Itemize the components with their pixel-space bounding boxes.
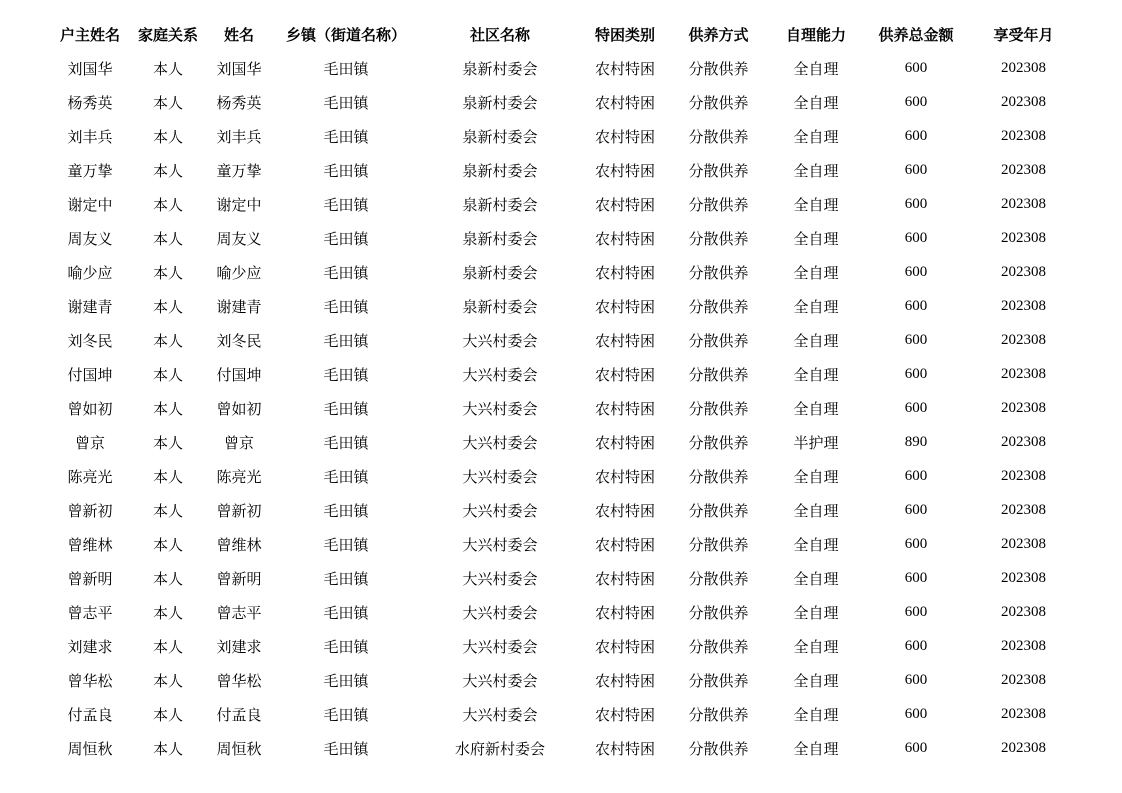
cell-support-mode: 分散供养 [688,467,749,486]
cell-name: 童万挚 [216,161,262,180]
cell-township: 毛田镇 [323,161,369,180]
cell-benefit-month: 202308 [1001,195,1046,212]
cell-community: 泉新村委会 [462,161,538,180]
cell-benefit-month: 202308 [1001,569,1046,586]
cell-support-amount: 890 [904,433,928,450]
header-support-amount: 供养总金额 [878,25,954,44]
cell-benefit-month: 202308 [1001,263,1046,280]
cell-support-amount: 600 [904,535,928,552]
cell-householder-name: 周友义 [67,229,113,248]
cell-support-amount: 600 [904,501,928,518]
cell-support-amount: 600 [904,365,928,382]
cell-householder-name: 周恒秋 [67,739,113,758]
cell-hardship-category: 农村特困 [594,433,655,452]
cell-hardship-category: 农村特困 [594,331,655,350]
cell-name: 付国坤 [216,365,262,384]
cell-community: 泉新村委会 [462,59,538,78]
table-row [46,85,1076,119]
cell-support-amount: 600 [904,637,928,654]
table-row [46,459,1076,493]
header-support-mode: 供养方式 [688,25,749,44]
cell-township: 毛田镇 [323,331,369,350]
cell-township: 毛田镇 [323,637,369,656]
cell-hardship-category: 农村特困 [594,127,655,146]
table-row [46,255,1076,289]
cell-township: 毛田镇 [323,569,369,588]
cell-self-care-ability: 全自理 [793,739,839,758]
cell-community: 泉新村委会 [462,127,538,146]
cell-hardship-category: 农村特困 [594,297,655,316]
cell-hardship-category: 农村特困 [594,229,655,248]
cell-self-care-ability: 全自理 [793,637,839,656]
cell-community: 泉新村委会 [462,93,538,112]
cell-support-amount: 600 [904,671,928,688]
cell-support-mode: 分散供养 [688,365,749,384]
cell-hardship-category: 农村特困 [594,399,655,418]
table-row [46,731,1076,765]
cell-township: 毛田镇 [323,127,369,146]
header-row [46,17,1076,51]
table-row [46,391,1076,425]
table-row [46,187,1076,221]
cell-name: 周友义 [216,229,262,248]
cell-hardship-category: 农村特困 [594,59,655,78]
cell-householder-name: 谢定中 [67,195,113,214]
cell-community: 大兴村委会 [462,535,538,554]
cell-name: 曾京 [223,433,254,452]
cell-township: 毛田镇 [323,467,369,486]
cell-family-relation: 本人 [152,127,183,146]
cell-community: 水府新村委会 [454,739,545,758]
table-row [46,629,1076,663]
cell-family-relation: 本人 [152,637,183,656]
cell-family-relation: 本人 [152,263,183,282]
cell-support-mode: 分散供养 [688,637,749,656]
cell-benefit-month: 202308 [1001,127,1046,144]
cell-name: 曾新明 [216,569,262,588]
cell-support-amount: 600 [904,93,928,110]
table-row [46,289,1076,323]
cell-township: 毛田镇 [323,671,369,690]
table-row [46,323,1076,357]
cell-householder-name: 童万挚 [67,161,113,180]
cell-township: 毛田镇 [323,399,369,418]
table-header [46,17,1076,51]
table-row [46,595,1076,629]
cell-hardship-category: 农村特困 [594,637,655,656]
cell-self-care-ability: 全自理 [793,229,839,248]
cell-householder-name: 曾如初 [67,399,113,418]
cell-benefit-month: 202308 [1001,535,1046,552]
cell-householder-name: 喻少应 [67,263,113,282]
cell-support-mode: 分散供养 [688,127,749,146]
cell-support-amount: 600 [904,739,928,756]
cell-family-relation: 本人 [152,161,183,180]
cell-community: 泉新村委会 [462,195,538,214]
cell-support-mode: 分散供养 [688,93,749,112]
cell-family-relation: 本人 [152,603,183,622]
cell-hardship-category: 农村特困 [594,501,655,520]
cell-support-mode: 分散供养 [688,535,749,554]
cell-support-mode: 分散供养 [688,195,749,214]
cell-name: 谢定中 [216,195,262,214]
cell-benefit-month: 202308 [1001,603,1046,620]
cell-benefit-month: 202308 [1001,365,1046,382]
cell-family-relation: 本人 [152,297,183,316]
cell-family-relation: 本人 [152,93,183,112]
cell-support-mode: 分散供养 [688,433,749,452]
cell-hardship-category: 农村特困 [594,93,655,112]
cell-support-mode: 分散供养 [688,705,749,724]
cell-family-relation: 本人 [152,467,183,486]
cell-benefit-month: 202308 [1001,229,1046,246]
header-self-care-ability: 自理能力 [785,25,846,44]
cell-hardship-category: 农村特困 [594,161,655,180]
cell-support-mode: 分散供养 [688,331,749,350]
cell-hardship-category: 农村特困 [594,603,655,622]
cell-householder-name: 曾京 [74,433,105,452]
cell-self-care-ability: 全自理 [793,569,839,588]
cell-support-mode: 分散供养 [688,59,749,78]
cell-self-care-ability: 全自理 [793,671,839,690]
cell-township: 毛田镇 [323,195,369,214]
cell-name: 曾志平 [216,603,262,622]
cell-support-amount: 600 [904,229,928,246]
cell-self-care-ability: 全自理 [793,93,839,112]
cell-householder-name: 刘建求 [67,637,113,656]
cell-township: 毛田镇 [323,365,369,384]
cell-benefit-month: 202308 [1001,161,1046,178]
cell-householder-name: 陈亮光 [67,467,113,486]
cell-hardship-category: 农村特困 [594,195,655,214]
cell-support-amount: 600 [904,195,928,212]
cell-community: 大兴村委会 [462,467,538,486]
cell-hardship-category: 农村特困 [594,263,655,282]
cell-township: 毛田镇 [323,93,369,112]
cell-name: 付孟良 [216,705,262,724]
cell-community: 泉新村委会 [462,297,538,316]
relief-roster-sheet [46,17,1076,765]
cell-self-care-ability: 全自理 [793,603,839,622]
cell-township: 毛田镇 [323,739,369,758]
table-row [46,119,1076,153]
cell-support-amount: 600 [904,467,928,484]
cell-benefit-month: 202308 [1001,467,1046,484]
cell-name: 曾如初 [216,399,262,418]
cell-support-amount: 600 [904,331,928,348]
cell-householder-name: 刘丰兵 [67,127,113,146]
cell-family-relation: 本人 [152,705,183,724]
cell-community: 大兴村委会 [462,569,538,588]
cell-householder-name: 曾维林 [67,535,113,554]
table-row [46,561,1076,595]
cell-township: 毛田镇 [323,705,369,724]
cell-name: 喻少应 [216,263,262,282]
header-benefit-month: 享受年月 [993,25,1054,44]
cell-township: 毛田镇 [323,535,369,554]
cell-family-relation: 本人 [152,433,183,452]
cell-hardship-category: 农村特困 [594,535,655,554]
cell-community: 大兴村委会 [462,433,538,452]
header-township: 乡镇（街道名称） [285,25,406,44]
cell-benefit-month: 202308 [1001,739,1046,756]
cell-self-care-ability: 全自理 [793,467,839,486]
table-row [46,357,1076,391]
cell-self-care-ability: 全自理 [793,195,839,214]
cell-name: 周恒秋 [216,739,262,758]
cell-township: 毛田镇 [323,433,369,452]
cell-family-relation: 本人 [152,739,183,758]
cell-householder-name: 刘冬民 [67,331,113,350]
cell-householder-name: 刘国华 [67,59,113,78]
cell-support-amount: 600 [904,161,928,178]
cell-township: 毛田镇 [323,59,369,78]
cell-community: 大兴村委会 [462,603,538,622]
table-body [46,51,1076,765]
cell-hardship-category: 农村特困 [594,569,655,588]
cell-benefit-month: 202308 [1001,331,1046,348]
cell-name: 谢建青 [216,297,262,316]
cell-support-amount: 600 [904,705,928,722]
cell-support-mode: 分散供养 [688,501,749,520]
cell-support-amount: 600 [904,603,928,620]
header-community: 社区名称 [469,25,530,44]
cell-self-care-ability: 全自理 [793,501,839,520]
cell-self-care-ability: 全自理 [793,59,839,78]
cell-benefit-month: 202308 [1001,297,1046,314]
cell-benefit-month: 202308 [1001,705,1046,722]
cell-householder-name: 曾新初 [67,501,113,520]
cell-support-mode: 分散供养 [688,161,749,180]
cell-name: 陈亮光 [216,467,262,486]
cell-family-relation: 本人 [152,671,183,690]
cell-name: 曾华松 [216,671,262,690]
cell-support-mode: 分散供养 [688,569,749,588]
cell-self-care-ability: 全自理 [793,263,839,282]
cell-community: 泉新村委会 [462,229,538,248]
cell-self-care-ability: 全自理 [793,331,839,350]
cell-family-relation: 本人 [152,365,183,384]
header-hardship-category: 特困类别 [594,25,655,44]
cell-support-amount: 600 [904,127,928,144]
cell-family-relation: 本人 [152,195,183,214]
cell-self-care-ability: 全自理 [793,161,839,180]
cell-benefit-month: 202308 [1001,433,1046,450]
cell-support-amount: 600 [904,263,928,280]
cell-hardship-category: 农村特困 [594,365,655,384]
cell-township: 毛田镇 [323,263,369,282]
cell-hardship-category: 农村特困 [594,705,655,724]
cell-support-mode: 分散供养 [688,739,749,758]
cell-benefit-month: 202308 [1001,399,1046,416]
cell-support-amount: 600 [904,59,928,76]
cell-self-care-ability: 全自理 [793,127,839,146]
cell-support-mode: 分散供养 [688,263,749,282]
header-family-relation: 家庭关系 [137,25,198,44]
cell-support-amount: 600 [904,297,928,314]
cell-hardship-category: 农村特困 [594,671,655,690]
header-householder-name: 户主姓名 [59,25,120,44]
cell-hardship-category: 农村特困 [594,467,655,486]
cell-support-mode: 分散供养 [688,229,749,248]
cell-support-mode: 分散供养 [688,297,749,316]
table-row [46,663,1076,697]
cell-householder-name: 杨秀英 [67,93,113,112]
cell-support-mode: 分散供养 [688,671,749,690]
cell-family-relation: 本人 [152,399,183,418]
cell-hardship-category: 农村特困 [594,739,655,758]
cell-township: 毛田镇 [323,603,369,622]
cell-benefit-month: 202308 [1001,59,1046,76]
cell-householder-name: 曾新明 [67,569,113,588]
table-row [46,493,1076,527]
cell-township: 毛田镇 [323,501,369,520]
cell-family-relation: 本人 [152,59,183,78]
table-row [46,51,1076,85]
cell-benefit-month: 202308 [1001,93,1046,110]
cell-name: 刘建求 [216,637,262,656]
table-row [46,527,1076,561]
table-row [46,425,1076,459]
cell-family-relation: 本人 [152,535,183,554]
cell-self-care-ability: 半护理 [793,433,839,452]
cell-township: 毛田镇 [323,297,369,316]
cell-benefit-month: 202308 [1001,671,1046,688]
cell-householder-name: 付孟良 [67,705,113,724]
cell-name: 曾新初 [216,501,262,520]
header-name: 姓名 [223,25,254,44]
cell-name: 曾维林 [216,535,262,554]
cell-householder-name: 谢建青 [67,297,113,316]
cell-name: 刘丰兵 [216,127,262,146]
cell-self-care-ability: 全自理 [793,365,839,384]
cell-self-care-ability: 全自理 [793,297,839,316]
cell-support-mode: 分散供养 [688,399,749,418]
cell-community: 大兴村委会 [462,637,538,656]
table-row [46,221,1076,255]
cell-community: 大兴村委会 [462,501,538,520]
relief-roster-table [46,17,1076,765]
cell-householder-name: 曾华松 [67,671,113,690]
cell-support-amount: 600 [904,569,928,586]
cell-family-relation: 本人 [152,229,183,248]
cell-community: 大兴村委会 [462,331,538,350]
cell-householder-name: 付国坤 [67,365,113,384]
table-row [46,153,1076,187]
cell-family-relation: 本人 [152,501,183,520]
cell-name: 刘冬民 [216,331,262,350]
cell-self-care-ability: 全自理 [793,705,839,724]
cell-community: 大兴村委会 [462,705,538,724]
cell-community: 泉新村委会 [462,263,538,282]
cell-support-amount: 600 [904,399,928,416]
cell-benefit-month: 202308 [1001,501,1046,518]
cell-family-relation: 本人 [152,569,183,588]
cell-support-mode: 分散供养 [688,603,749,622]
cell-township: 毛田镇 [323,229,369,248]
cell-self-care-ability: 全自理 [793,399,839,418]
cell-self-care-ability: 全自理 [793,535,839,554]
cell-benefit-month: 202308 [1001,637,1046,654]
cell-community: 大兴村委会 [462,399,538,418]
cell-family-relation: 本人 [152,331,183,350]
cell-name: 杨秀英 [216,93,262,112]
cell-householder-name: 曾志平 [67,603,113,622]
cell-name: 刘国华 [216,59,262,78]
cell-community: 大兴村委会 [462,671,538,690]
cell-community: 大兴村委会 [462,365,538,384]
table-row [46,697,1076,731]
